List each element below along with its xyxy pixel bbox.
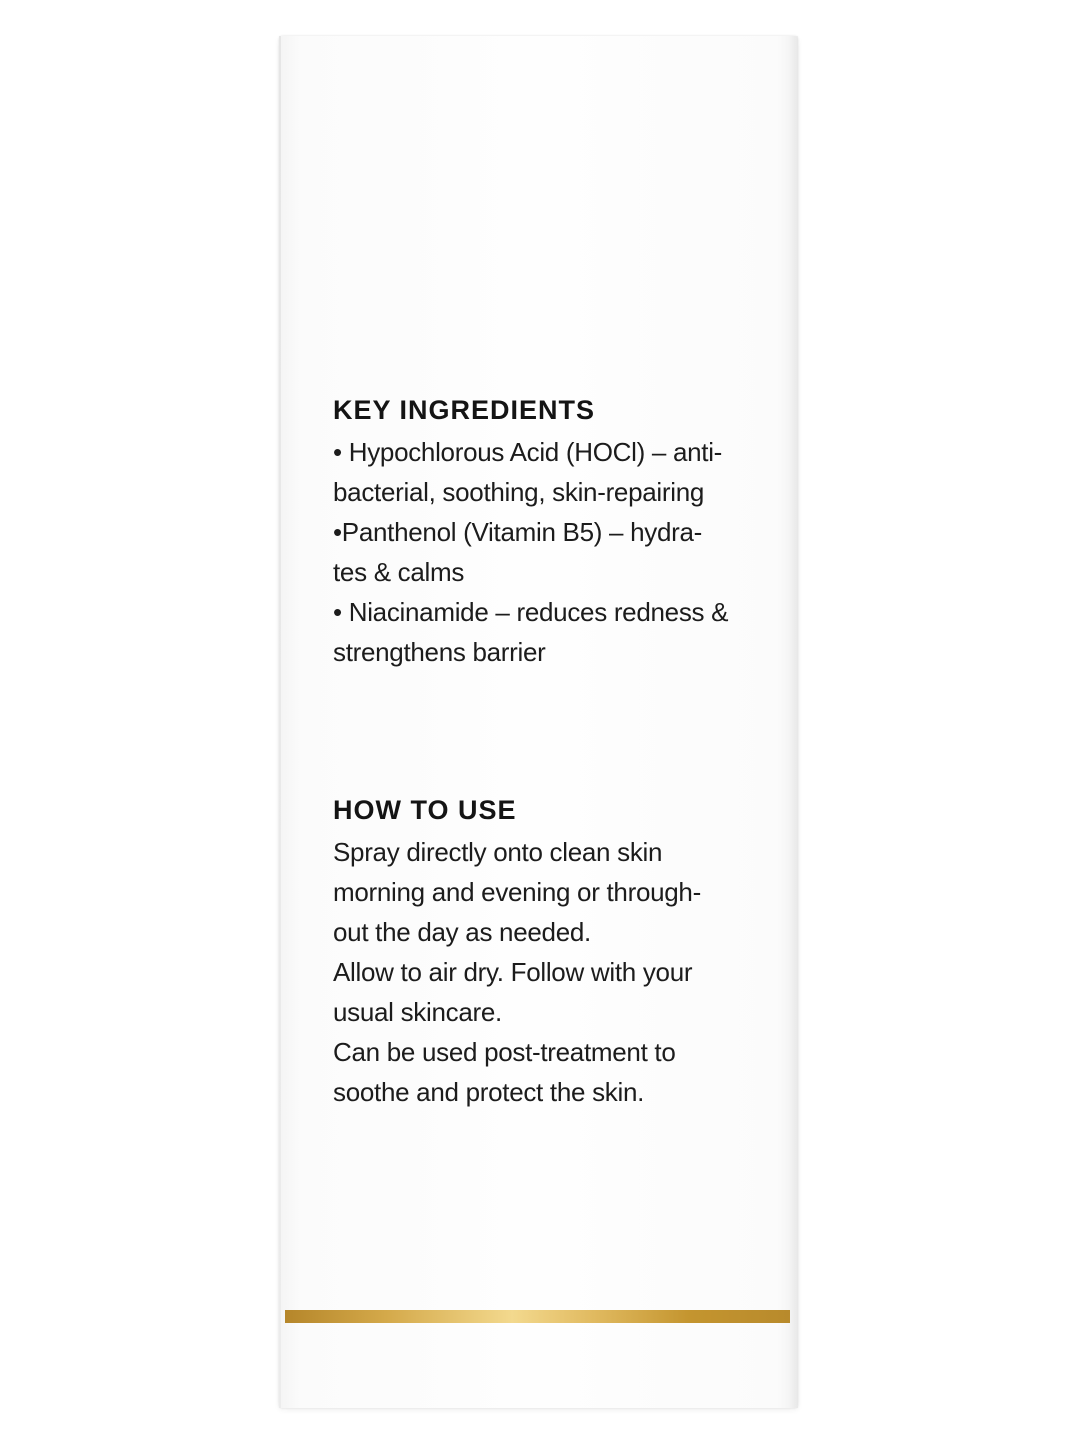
ingredient-line: strengthens barrier bbox=[333, 637, 546, 667]
usage-line: Allow to air dry. Follow with your bbox=[333, 957, 693, 987]
how-to-use-section bbox=[333, 790, 753, 1112]
usage-line: out the day as needed. bbox=[333, 917, 591, 947]
ingredient-line: • Niacinamide – reduces redness & bbox=[333, 597, 729, 627]
box-right-shadow bbox=[788, 36, 798, 1408]
usage-line: usual skincare. bbox=[333, 997, 502, 1027]
box-left-edge bbox=[279, 36, 281, 1408]
ingredient-line: tes & calms bbox=[333, 557, 465, 587]
ingredient-line: • Hypochlorous Acid (HOCl) – anti- bbox=[333, 437, 723, 467]
key-ingredients-heading: KEY INGREDIENTS bbox=[333, 395, 596, 425]
usage-line: soothe and protect the skin. bbox=[333, 1077, 645, 1107]
key-ingredients-section bbox=[333, 390, 753, 672]
usage-line: Can be used post-treatment to bbox=[333, 1037, 676, 1067]
ingredient-line: bacterial, soothing, skin-repairing bbox=[333, 477, 705, 507]
gold-foil-stripe bbox=[285, 1310, 790, 1323]
how-to-use-heading: HOW TO USE bbox=[333, 795, 517, 825]
product-box bbox=[279, 36, 798, 1408]
usage-line: morning and evening or through- bbox=[333, 877, 701, 907]
ingredient-line: •Panthenol (Vitamin B5) – hydra- bbox=[333, 517, 702, 547]
usage-line: Spray directly onto clean skin bbox=[333, 837, 663, 867]
